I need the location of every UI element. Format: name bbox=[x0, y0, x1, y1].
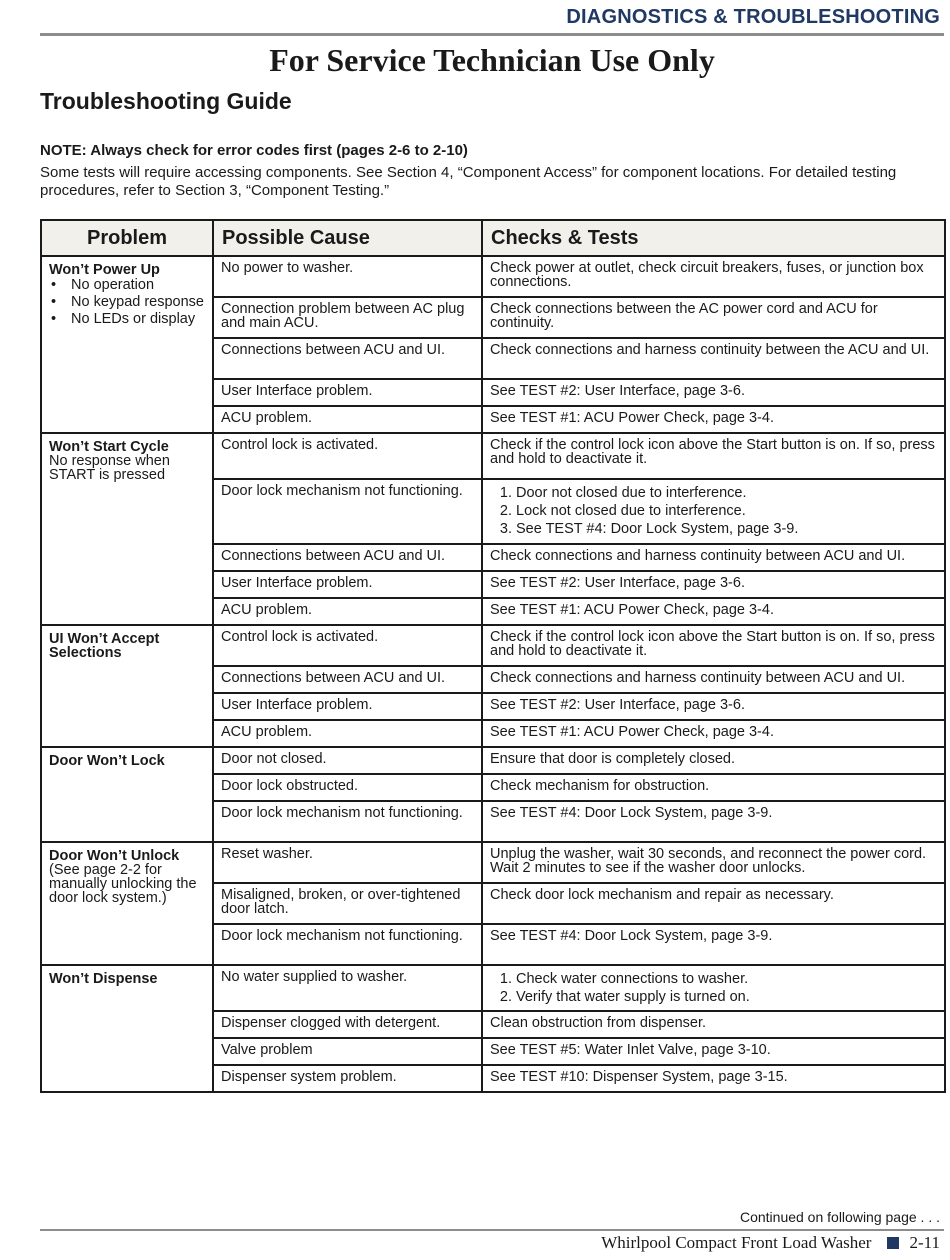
problem-cell bbox=[41, 625, 213, 747]
check-cell: Unplug the washer, wait 30 seconds, and reconnect the power cord. Wait 2 minutes to see if the washer door unlocks. bbox=[482, 842, 945, 883]
check-step: 3. See TEST #4: Door Lock System, page 3-9. bbox=[516, 520, 937, 538]
cause-cell: Dispenser clogged with detergent. bbox=[213, 1011, 482, 1038]
check-steps-list bbox=[516, 484, 937, 538]
cause-cell: ACU problem. bbox=[213, 406, 482, 433]
page-footer bbox=[601, 1233, 940, 1253]
problem-cell bbox=[41, 256, 213, 433]
page-title: For Service Technician Use Only bbox=[269, 42, 715, 78]
section-header: DIAGNOSTICS & TROUBLESHOOTING bbox=[566, 6, 940, 28]
cause-cell: User Interface problem. bbox=[213, 571, 482, 598]
cause-cell: Reset washer. bbox=[213, 842, 482, 883]
table-row bbox=[41, 625, 945, 666]
cause-cell: User Interface problem. bbox=[213, 379, 482, 406]
problem-title: Door Won’t Lock bbox=[49, 753, 165, 769]
cause-cell: Connections between ACU and UI. bbox=[213, 666, 482, 693]
problem-title: Won’t Dispense bbox=[49, 971, 158, 987]
table-row bbox=[41, 256, 945, 297]
table-row bbox=[41, 965, 945, 1011]
footer-divider bbox=[40, 1229, 944, 1231]
check-cell: See TEST #2: User Interface, page 3-6. bbox=[482, 571, 945, 598]
cause-cell: Connections between ACU and UI. bbox=[213, 338, 482, 379]
problem-subtitle: (See page 2-2 for manually unlocking the door lock system.) bbox=[49, 862, 197, 906]
cause-cell: ACU problem. bbox=[213, 598, 482, 625]
cause-cell: Misaligned, broken, or over-tightened door latch. bbox=[213, 883, 482, 924]
cause-cell: Door lock obstructed. bbox=[213, 774, 482, 801]
check-cell: See TEST #4: Door Lock System, page 3-9. bbox=[482, 924, 945, 965]
table-body bbox=[41, 256, 945, 1092]
cause-cell: Dispenser system problem. bbox=[213, 1065, 482, 1092]
check-cell: See TEST #1: ACU Power Check, page 3-4. bbox=[482, 598, 945, 625]
table-row bbox=[41, 842, 945, 883]
cause-cell: Control lock is activated. bbox=[213, 433, 482, 479]
check-steps-list bbox=[516, 970, 937, 1006]
check-cell bbox=[482, 479, 945, 544]
problem-cell bbox=[41, 433, 213, 625]
symptom-item: • No keypad response bbox=[49, 295, 205, 309]
column-header-checks: Checks & Tests bbox=[482, 220, 945, 256]
column-header-cause: Possible Cause bbox=[213, 220, 482, 256]
symptom-item: • No operation bbox=[49, 278, 205, 292]
cause-cell: No water supplied to washer. bbox=[213, 965, 482, 1011]
check-step: 2. Lock not closed due to interference. bbox=[516, 502, 937, 520]
check-cell: See TEST #4: Door Lock System, page 3-9. bbox=[482, 801, 945, 842]
check-cell: Check if the control lock icon above the Start button is on. If so, press and hold to deactivate it. bbox=[482, 625, 945, 666]
cause-cell: Door lock mechanism not functioning. bbox=[213, 924, 482, 965]
check-cell: See TEST #5: Water Inlet Valve, page 3-10. bbox=[482, 1038, 945, 1065]
problem-cell bbox=[41, 747, 213, 842]
symptom-item: • No LEDs or display bbox=[49, 312, 205, 326]
continued-note: Continued on following page . . . bbox=[739, 1209, 940, 1225]
cause-cell: Door not closed. bbox=[213, 747, 482, 774]
check-cell: Check connections and harness continuity between the ACU and UI. bbox=[482, 338, 945, 379]
problem-title: UI Won’t Accept Selections bbox=[49, 631, 160, 661]
header-divider bbox=[40, 33, 944, 36]
footer-square-icon bbox=[887, 1237, 899, 1249]
check-cell: See TEST #2: User Interface, page 3-6. bbox=[482, 379, 945, 406]
check-cell: Check connections between the AC power cord and ACU for continuity. bbox=[482, 297, 945, 338]
column-header-problem: Problem bbox=[41, 220, 213, 256]
problem-cell bbox=[41, 965, 213, 1092]
troubleshooting-table bbox=[40, 219, 946, 1093]
problem-title: Won’t Start Cycle bbox=[49, 439, 169, 455]
guide-heading: Troubleshooting Guide bbox=[40, 88, 292, 114]
problem-title: Won’t Power Up bbox=[49, 262, 160, 278]
table-row bbox=[41, 747, 945, 774]
cause-cell: Door lock mechanism not functioning. bbox=[213, 801, 482, 842]
cause-cell: Connection problem between AC plug and main ACU. bbox=[213, 297, 482, 338]
check-cell: Check mechanism for obstruction. bbox=[482, 774, 945, 801]
check-cell: See TEST #1: ACU Power Check, page 3-4. bbox=[482, 406, 945, 433]
product-name: Whirlpool Compact Front Load Washer bbox=[601, 1233, 872, 1252]
problem-subtitle: No response when START is pressed bbox=[49, 453, 170, 483]
check-cell: See TEST #10: Dispenser System, page 3-15. bbox=[482, 1065, 945, 1092]
check-cell: Check door lock mechanism and repair as necessary. bbox=[482, 883, 945, 924]
cause-cell: ACU problem. bbox=[213, 720, 482, 747]
problem-cell bbox=[41, 842, 213, 965]
check-cell: Check connections and harness continuity between ACU and UI. bbox=[482, 544, 945, 571]
check-step: 1. Check water connections to washer. bbox=[516, 970, 937, 988]
check-cell: Ensure that door is completely closed. bbox=[482, 747, 945, 774]
table-row bbox=[41, 433, 945, 479]
intro-paragraph: Some tests will require accessing components. See Section 4, “Component Access” for component locations. For detailed testing procedures, refer to Section 3, “Component Testing.” bbox=[40, 164, 897, 199]
check-cell: Clean obstruction from dispenser. bbox=[482, 1011, 945, 1038]
cause-cell: Door lock mechanism not functioning. bbox=[213, 479, 482, 544]
check-cell: Check connections and harness continuity between ACU and UI. bbox=[482, 666, 945, 693]
cause-cell: User Interface problem. bbox=[213, 693, 482, 720]
check-step: 2. Verify that water supply is turned on. bbox=[516, 988, 937, 1006]
error-code-note: NOTE: Always check for error codes first (pages 2-6 to 2-10) bbox=[40, 142, 468, 159]
check-step: 1. Door not closed due to interference. bbox=[516, 484, 937, 502]
problem-title: Door Won’t Unlock bbox=[49, 848, 180, 864]
check-cell: See TEST #1: ACU Power Check, page 3-4. bbox=[482, 720, 945, 747]
check-cell: Check if the control lock icon above the Start button is on. If so, press and hold to deactivate it. bbox=[482, 433, 945, 479]
check-cell: See TEST #2: User Interface, page 3-6. bbox=[482, 693, 945, 720]
check-cell bbox=[482, 965, 945, 1011]
page-number: 2-11 bbox=[909, 1233, 940, 1252]
cause-cell: Control lock is activated. bbox=[213, 625, 482, 666]
cause-cell: Valve problem bbox=[213, 1038, 482, 1065]
symptom-list bbox=[49, 278, 205, 326]
table-header-row bbox=[41, 220, 945, 256]
cause-cell: Connections between ACU and UI. bbox=[213, 544, 482, 571]
cause-cell: No power to washer. bbox=[213, 256, 482, 297]
check-cell: Check power at outlet, check circuit breakers, fuses, or junction box connections. bbox=[482, 256, 945, 297]
